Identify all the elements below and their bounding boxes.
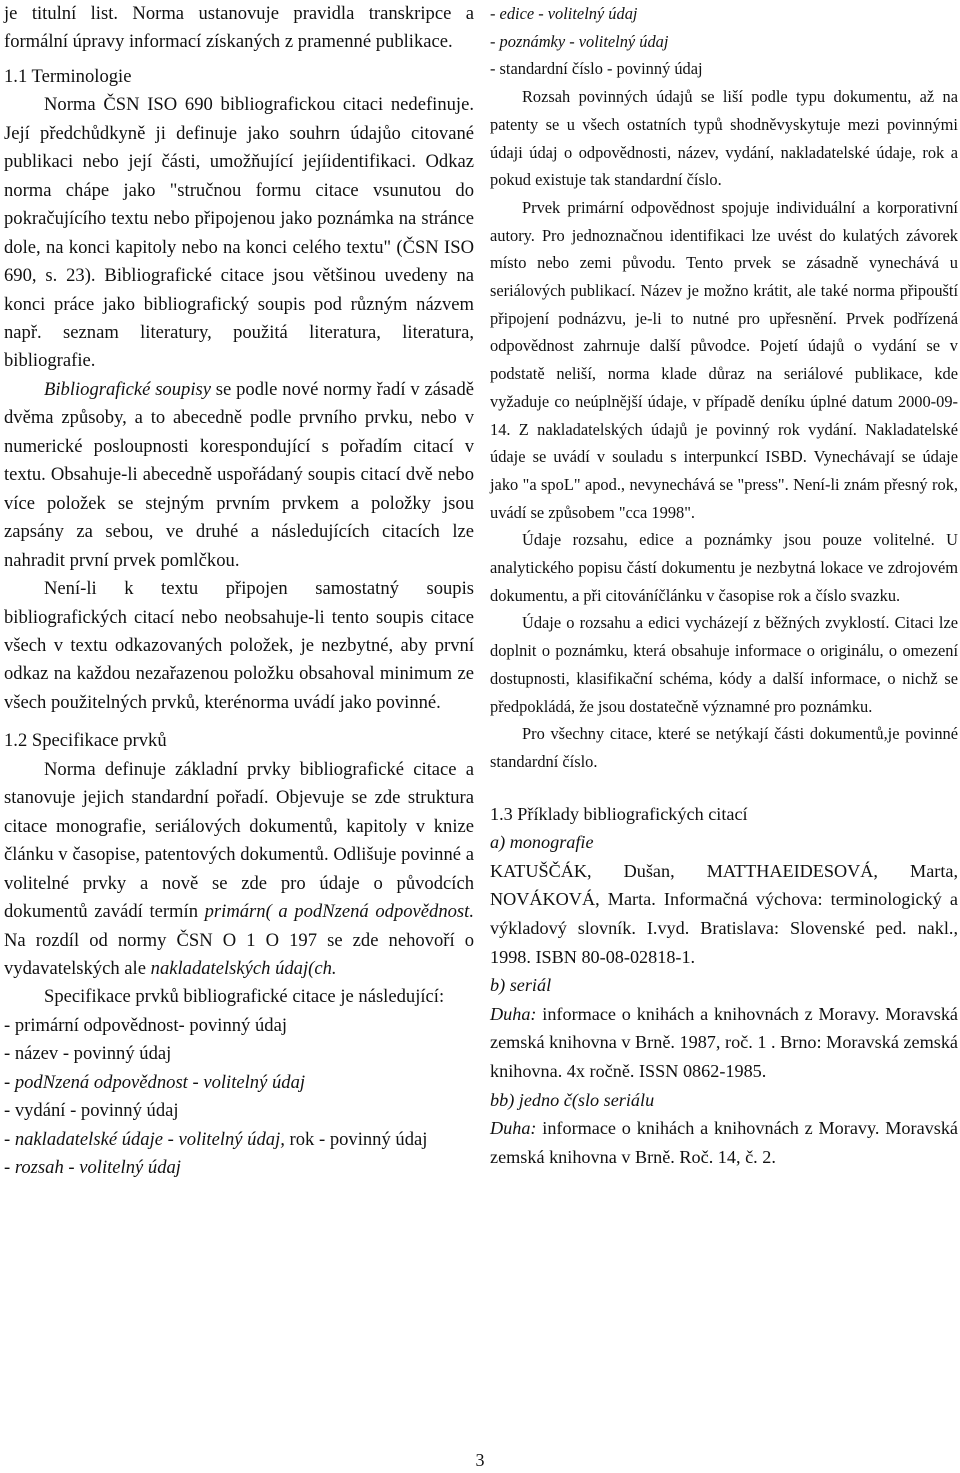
list-item: - rozsah - volitelný údaj: [4, 1157, 181, 1179]
paragraph-text: Na rozdíl od normy ČSN O 1 O 197 se zde nehovoří o vydavatelských ale: [4, 929, 474, 979]
paragraph-text: Norma definuje základní prvky bibliografické citace a stanovuje jejich standardní pořadí. Objevuje se zde struktura citace monografie, seriálových dokumentů, kapitoly v knize článku v časopise, patentových dokumentů. Odlišuje povinné a volitelné prvky a nově se zde pro údaje o původcích dokumentů zavádí termín: [4, 758, 474, 923]
example-title: Duha:: [490, 1003, 537, 1024]
example-cislo-serialu: [490, 1114, 958, 1171]
example-monografie: KATUŠČÁK, Dušan, MATTHAEIDESOVÁ, Marta, NOVÁKOVÁ, Marta. Informačná výchova: terminologický a výkladový slovník. I.vyd. Bratislava: Slovenské ped. nakl., 1998. ISBN 80-08-02818-1.: [490, 860, 958, 967]
list-item: - primární odpovědnost- povinný údaj: [4, 1014, 287, 1036]
list-item: - podNzená odpovědnost - volitelný údaj: [4, 1071, 306, 1093]
list-item: - vydání - povinný údaj: [4, 1100, 179, 1122]
example-label-monografie: a) monografie: [490, 832, 594, 853]
paragraph-terminologie: Norma ČSN ISO 690 bibliografickou citaci nedefinuje. Její předchůdkyně ji definuje jako souhrn údajůo citované publikaci nebo její části, umožňující jejíidentifikaci. Odkaz norma chápe jako "stručnou formu citace vsunutou do pokračujícího textu nebo připojenou jako poznámka na stránce dole, na konci kapitoly nebo na konci celého textu" (ČSN ISO 690, s. 23). Bibliografické citace jsou většinou uvedeny na konci práce jako bibliografický soupis pod různým názvem např. seznam literatury, použitá literatura, literatura, bibliografie.: [4, 94, 474, 372]
example-text: informace o knihách a knihovnách z Moravy. Moravská zemská knihovna v Brně. Roč. 14, č. 2.: [490, 1118, 958, 1167]
paragraph-intro-end: je titulní list. Norma ustanovuje pravidla transkripce a formální úpravy informací získaných z pramenné publikace.: [4, 3, 474, 53]
list-item-rest: rok - povinný údaj: [284, 1128, 428, 1150]
list-item: - název - povinný údaj: [4, 1043, 172, 1065]
example-title: Duha:: [490, 1118, 537, 1139]
element-list: [4, 1012, 474, 1183]
heading-specifikace-prvku: 1.2 Specifikace prvků: [4, 730, 167, 752]
term-bibliograficke-soupisy: Bibliografické soupisy: [44, 378, 211, 400]
paragraph-bibliograficke-soupisy: [4, 376, 474, 575]
list-item: [4, 1126, 474, 1154]
paragraph-udaje-o-rozsahu: Údaje o rozsahu a edici vycházejí z běžných zvyklostí. Citaci lze doplnit o poznámku, která obsahuje informace o originálu, o omezení dostupnosti, klasifikační schéma, kódy a další informace, o nichž se předpokládá, že jsou dostatečně významné pro poznámku.: [490, 613, 958, 716]
heading-terminologie: 1.1 Terminologie: [4, 65, 132, 87]
spacer: [490, 776, 958, 800]
example-serial: [490, 1000, 958, 1086]
paragraph-udaje-rozsahu: Údaje rozsahu, edice a poznámky jsou pouze volitelné. U analytického popisu částí dokumentu je nezbytná lokace ve zdrojovém dokumentu, a při citováníčlánku v časopise rok a číslo svazku.: [490, 530, 958, 605]
paragraph-primarni-odpovednost: Prvek primární odpovědnost spojuje individuální a korporativní autory. Pro jednoznačnou identifikaci lze uvést do kulatých závorek místo nebo zemi původu. Tento prvek se zásadně vynechává u seriálových publikací. Název je možno krátit, ale také norma připouští připojení podnázvu, je-li to nutné pro upřesnění. Prvek podřízená odpovědnost zahrnuje další původce. Pojetí údajů o vydání se v podstatě neliší, norma klade důraz na seriálové publikace, kde vyžaduje co neúplnější údaje, v případě deníku úplné datum 2000-09-14. Z nakladatelských údajů je povinný rok vydání. Nakladatelské údaje se uvádí v souladu s interpunkcí ISBD. Vynechávají se údaje jako "a spoL" apod., nevynechává se "press". Není-li znám přesný rok, uvádí se způsobem "cca 1998".: [490, 197, 958, 522]
paragraph-specifikace-list-intro: Specifikace prvků bibliografické citace je následující:: [44, 986, 445, 1008]
spacer: [4, 717, 474, 727]
paragraph-rozsah-udaju: Rozsah povinných údajů se liší podle typu dokumentu, až na patenty se u všech ostatních typů shodněvyskytuje mezi povinnými údaji údaj o odpovědnosti, název, vydání, nakladatelské údaje, rok a pokud existuje tak standardní číslo.: [490, 87, 958, 190]
example-label-cislo-serialu: bb) jedno č(slo seriálu: [490, 1089, 655, 1110]
term-primarni-odpovednost: primárn( a podNzená odpovědnost.: [204, 901, 474, 923]
paragraph-samostatny-soupis: Není-li k textu připojen samostatný soupis bibliografických citací nebo neobsahuje-li tento soupis citace všech v textu odkazovaných položek, je nezbytné, aby první odkaz na každou nezařazenou položku obsahoval minimum ze všech použitelných prvků, kterénorma uvádí jako povinné.: [4, 578, 474, 713]
list-item: - edice - volitelný údaj: [490, 4, 638, 23]
example-text: informace o knihách a knihovnách z Moravy. Moravská zemská knihovna v Brně. 1987, roč. 1 . Brno: Moravská zemská knihovna. 4x ročně. ISSN 0862-1985.: [490, 1003, 958, 1082]
example-label-serial: b) seriál: [490, 975, 552, 996]
right-column: [490, 0, 958, 1171]
heading-priklady: 1.3 Příklady bibliografických citací: [490, 803, 748, 824]
paragraph-specifikace: [4, 756, 474, 984]
page-number: 3: [475, 1450, 485, 1470]
list-item: - standardní číslo - povinný údaj: [490, 59, 703, 79]
term-nakladatelske-udaje: nakladatelských údaj(ch.: [150, 957, 337, 979]
paragraph-text: se podle nové normy řadí v zásadě dvěma způsoby, a to abecedně podle prvního prvku, nebo v numerické posloupnosti korespondující s pořadím citací v textu. Obsahuje-li abecedně uspořádaný soupis citací dvě nebo více položek se stejným prvním prvkem a položky jsou zapsány za sebou, ve druhé a následujících citacích lze nahradit první prvek pomlčkou.: [4, 378, 474, 571]
left-column: [4, 0, 474, 1183]
list-item-italic: - nakladatelské údaje - volitelný údaj,: [4, 1128, 285, 1150]
list-item: - poznámky - volitelný údaj: [490, 31, 669, 51]
paragraph-standardni-cislo: Pro všechny citace, které se netýkají části dokumentů,je povinné standardní číslo.: [490, 724, 958, 771]
